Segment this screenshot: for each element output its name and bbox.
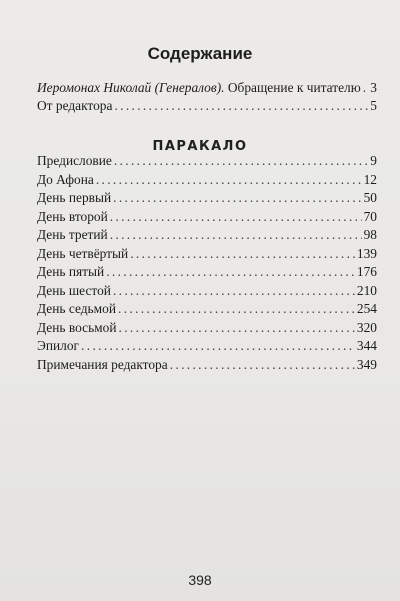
toc-entry-title: От редактора [37, 98, 113, 113]
toc-leader-dots [114, 98, 368, 114]
toc-entry-page: 5 [370, 98, 377, 113]
toc-entry [37, 301, 377, 319]
toc-leader-dots [130, 246, 355, 262]
toc-entry-title: День восьмой [37, 319, 117, 335]
toc-entry [37, 338, 377, 356]
toc-leader-dots [114, 153, 368, 169]
toc-leader-dots [170, 357, 355, 373]
toc-entry-page: 12 [363, 171, 377, 187]
toc-entry-title: До Афона [37, 171, 94, 187]
toc-leader-dots [363, 80, 369, 96]
toc-leader-dots [113, 283, 355, 299]
toc-entry-author: Иеромонах Николай (Генералов). [37, 80, 225, 95]
toc-entry-page: 176 [356, 264, 377, 279]
toc-entry-page: 320 [356, 319, 377, 335]
toc-entry [37, 357, 377, 375]
toc-entry [37, 98, 377, 116]
toc-entry-page: 98 [363, 227, 377, 242]
toc-entry [37, 209, 377, 227]
toc-entry-page: 210 [356, 282, 377, 298]
toc-leader-dots [81, 338, 355, 354]
toc-entry-page: 349 [356, 356, 377, 372]
toc-leader-dots [119, 320, 355, 336]
toc-leader-dots [113, 190, 361, 206]
toc-entry-title: Обращение к читателю [227, 80, 361, 95]
toc-entry-page: 50 [363, 190, 377, 205]
toc-entry-page: 70 [363, 208, 377, 224]
toc-entry [37, 172, 377, 190]
toc-entry [37, 227, 377, 245]
toc-entry [37, 153, 377, 171]
toc-entry [37, 246, 377, 264]
toc-entry [37, 80, 377, 98]
toc-entry-title: День третий [37, 227, 108, 242]
toc-leader-dots [110, 209, 362, 225]
toc-entry-title: День седьмой [37, 301, 116, 316]
toc-entry-title: День пятый [37, 264, 105, 279]
toc-leader-dots [110, 227, 362, 243]
toc-entry [37, 283, 377, 301]
page-number: 398 [188, 572, 212, 588]
toc-entry [37, 264, 377, 282]
toc-entry [37, 320, 377, 338]
toc-entry-page: 139 [356, 245, 377, 261]
section-title: ПАРАКАЛО [152, 139, 248, 154]
toc-entry-page: 9 [370, 153, 377, 168]
toc-entry-label [37, 80, 361, 96]
toc-entry-title: День шестой [37, 282, 111, 298]
toc-leader-dots [118, 301, 355, 317]
toc-entry-page: 254 [356, 301, 377, 316]
toc-entry-title: День первый [37, 190, 112, 205]
toc-entry [37, 190, 377, 208]
toc-entry-title: День второй [37, 208, 108, 224]
toc-entry-title: Эпилог [37, 338, 80, 353]
toc-entry-page: 344 [356, 338, 377, 353]
toc-entry-title: Предисловие [37, 153, 112, 168]
toc-leader-dots [106, 264, 355, 280]
contents-heading: Содержание [147, 44, 253, 63]
toc-entry-page: 3 [370, 80, 377, 95]
toc-leader-dots [96, 172, 362, 188]
toc-entry-title: Примечания редактора [37, 356, 168, 372]
toc-entry-title: День четвёртый [37, 245, 129, 261]
